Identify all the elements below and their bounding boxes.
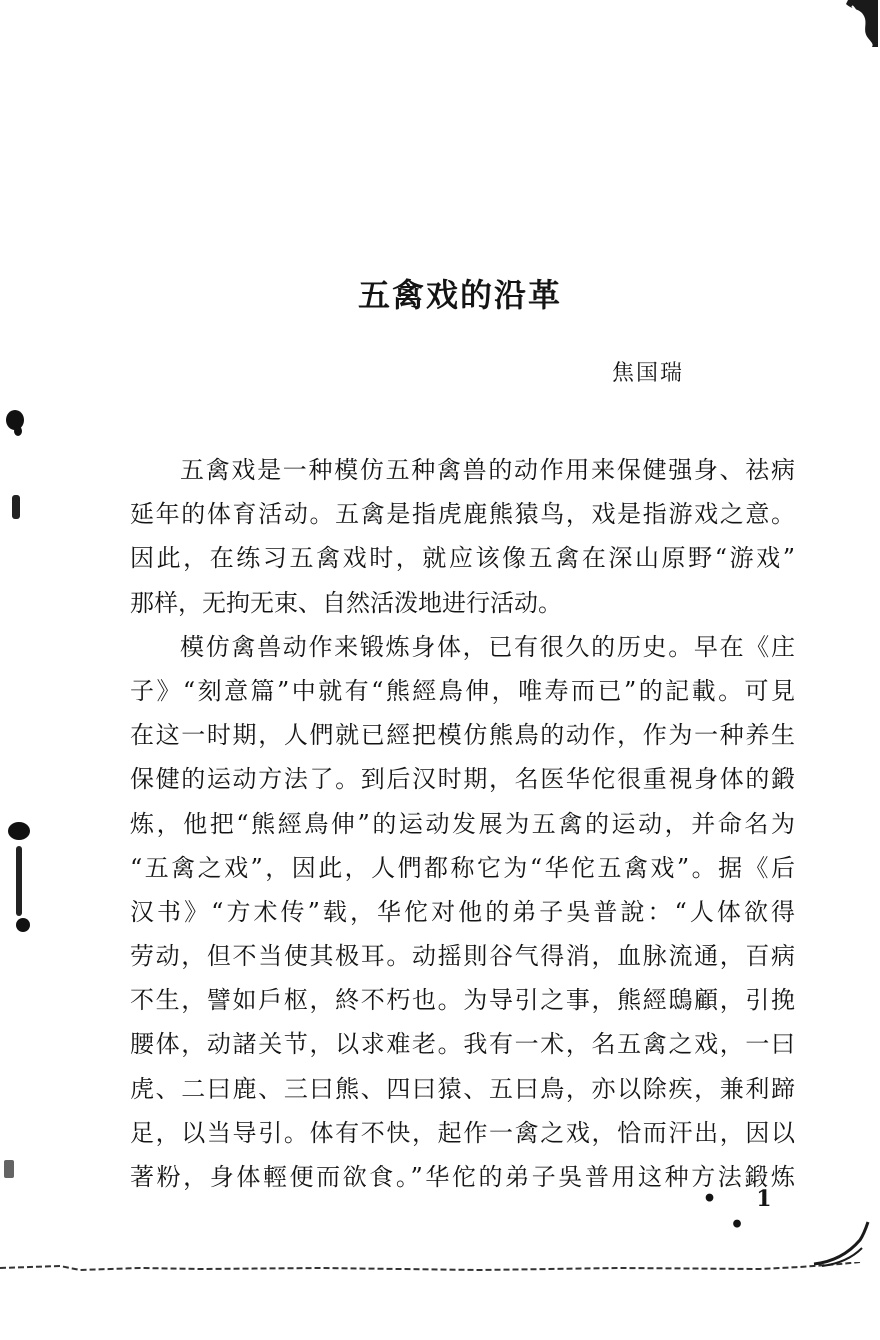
text-line: 保健的运动方法了。到后汉时期，名医华佗很重視身体的鍛 <box>130 765 795 794</box>
text-line: 虎、二曰鹿、三曰熊、四曰猿、五曰鳥，亦以除疾，兼利蹄 <box>130 1074 795 1103</box>
page-edge-smudge <box>0 1262 880 1274</box>
text-line: 模仿禽兽动作来锻炼身体，已有很久的历史。早在《庄 <box>180 632 795 661</box>
scan-speck <box>4 1160 14 1178</box>
text-line: 炼，他把“熊經鳥伸”的运动发展为五禽的运动，并命名为 <box>130 809 795 838</box>
text-line: 汉书》“方术传”载，华佗对他的弟子吳普說：“人体欲得 <box>130 897 795 926</box>
text-line: 延年的体育活动。五禽是指虎鹿熊猿鸟，戏是指游戏之意。 <box>130 500 795 529</box>
text-line: 子》“刻意篇”中就有“熊經鳥伸，唯寿而已”的記載。可見 <box>130 676 795 705</box>
text-line: 在这一时期，人們就已經把模仿熊鳥的动作，作为一种养生 <box>130 721 795 750</box>
text-line: 著粉，身体輕便而欲食。”华佗的弟子吳普用这种方法鍛炼 <box>130 1163 795 1191</box>
scan-speck <box>16 846 22 916</box>
body-text <box>130 448 795 1199</box>
text-line: 不生，譬如戶枢，終不朽也。为导引之事，熊經鴟顧，引挽 <box>130 986 795 1015</box>
page-number: • 1 • <box>702 1186 788 1238</box>
ink-blot <box>16 918 30 932</box>
corner-smudge-icon <box>838 0 880 48</box>
text-line: 那样，无拘无束、自然活泼地进行活动。 <box>130 588 562 617</box>
text-line: 劳动，但不当使其极耳。动摇則谷气得消，血脉流通，百病 <box>130 942 795 971</box>
text-line: 因此，在练习五禽戏时，就应该像五禽在深山原野“游戏” <box>130 544 795 573</box>
scan-speck <box>12 495 20 519</box>
text-line: 腰体，动諸关节，以求难老。我有一术，名五禽之戏，一曰 <box>130 1030 795 1059</box>
ink-blot <box>8 822 30 840</box>
author-name: 焦国瑞 <box>612 361 685 386</box>
text-line: 足，以当导引。体有不快，起作一禽之戏，恰而汗出，因以 <box>130 1118 795 1147</box>
text-line: 五禽戏是一种模仿五种禽兽的动作用来保健强身、祛病 <box>180 456 795 484</box>
text-line: “五禽之戏”，因此，人們都称它为“华佗五禽戏”。据《后 <box>130 853 795 882</box>
bottom-right-smudge-icon <box>812 1220 872 1270</box>
page-title: 五禽戏的沿革 <box>357 276 562 314</box>
ink-blot <box>14 426 22 436</box>
